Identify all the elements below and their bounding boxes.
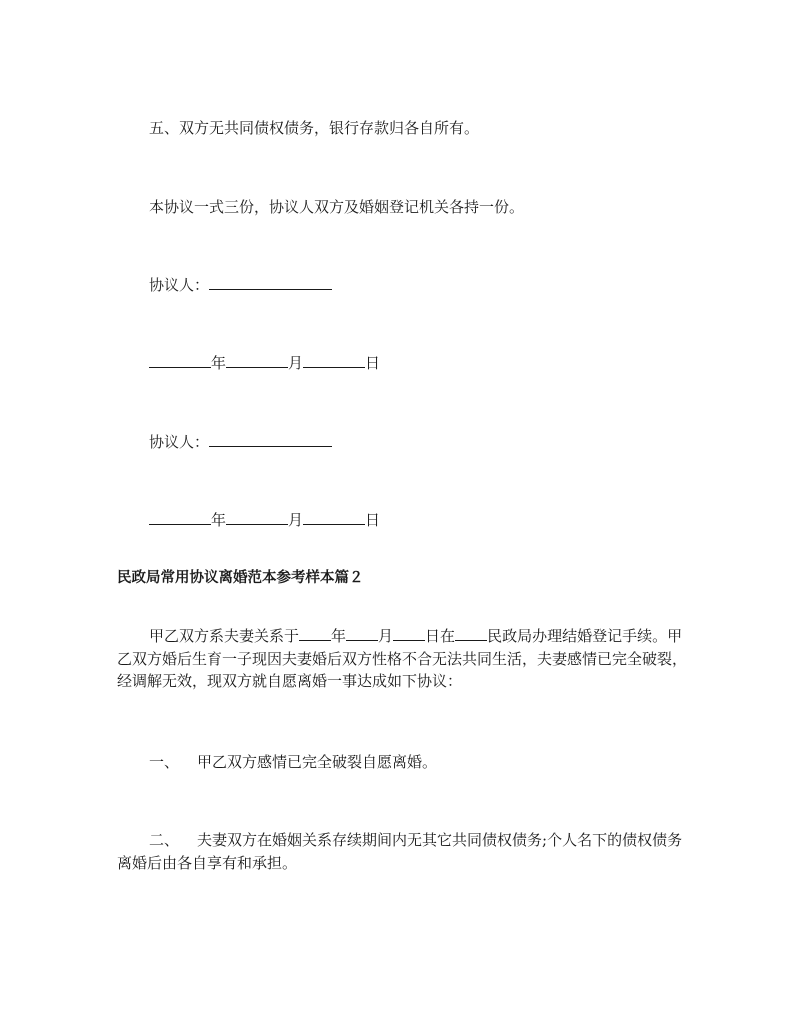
month-label: 月 bbox=[288, 511, 304, 529]
section-five-text: 五、双方无共同债权债务，银行存款归各自所有。 bbox=[149, 119, 480, 137]
clause-number: 一、 bbox=[149, 753, 180, 771]
clause-text: 夫妻双方在婚姻关系存续期间内无其它共同债权债务;个人名下的债权债务离婚后由各自享有和承担。 bbox=[117, 831, 683, 872]
party-label: 协议人： bbox=[149, 276, 210, 294]
intro-text-1: 甲乙双方系夫妻关系于 bbox=[149, 627, 300, 645]
year-blank bbox=[149, 352, 211, 368]
year-label: 年 bbox=[211, 354, 227, 372]
party-label: 协议人： bbox=[149, 433, 210, 451]
intro-text-2: 民政局办理结婚登记手续。甲乙双方婚后生育一子现因夫妻婚后双方性格不合无法共同生活，夫妻感情已完全破裂，经调解无效，现双方就自愿离婚一事达成如下协议： bbox=[117, 627, 688, 690]
intro-day-at: 日在 bbox=[425, 627, 456, 645]
section-heading: 民政局常用协议离婚范本参考样本篇２ bbox=[117, 570, 364, 586]
signature-date-1 bbox=[149, 352, 380, 374]
intro-paragraph bbox=[117, 625, 697, 693]
day-blank bbox=[303, 352, 365, 368]
day-blank bbox=[303, 509, 365, 525]
intro-month: 月 bbox=[378, 627, 394, 645]
intro-year: 年 bbox=[331, 627, 347, 645]
year-label: 年 bbox=[211, 511, 227, 529]
clause-number: 二、 bbox=[149, 831, 180, 849]
month-label: 月 bbox=[288, 354, 304, 372]
month-blank bbox=[226, 352, 288, 368]
party-name-blank bbox=[209, 274, 332, 290]
bureau-blank bbox=[455, 625, 487, 641]
year-blank bbox=[299, 625, 331, 641]
copies-clause-text: 本协议一式三份，协议人双方及婚姻登记机关各持一份。 bbox=[149, 198, 525, 216]
month-blank bbox=[346, 625, 378, 641]
clause-two bbox=[117, 829, 697, 874]
day-label: 日 bbox=[365, 354, 381, 372]
signature-date-2 bbox=[149, 509, 380, 531]
month-blank bbox=[226, 509, 288, 525]
day-label: 日 bbox=[365, 511, 381, 529]
signature-party-2 bbox=[149, 431, 332, 453]
year-blank bbox=[149, 509, 211, 525]
day-blank bbox=[393, 625, 425, 641]
clause-one bbox=[149, 751, 437, 773]
party-name-blank bbox=[209, 431, 332, 447]
signature-party-1 bbox=[149, 274, 332, 296]
clause-text: 甲乙双方感情已完全破裂自愿离婚。 bbox=[197, 753, 438, 771]
